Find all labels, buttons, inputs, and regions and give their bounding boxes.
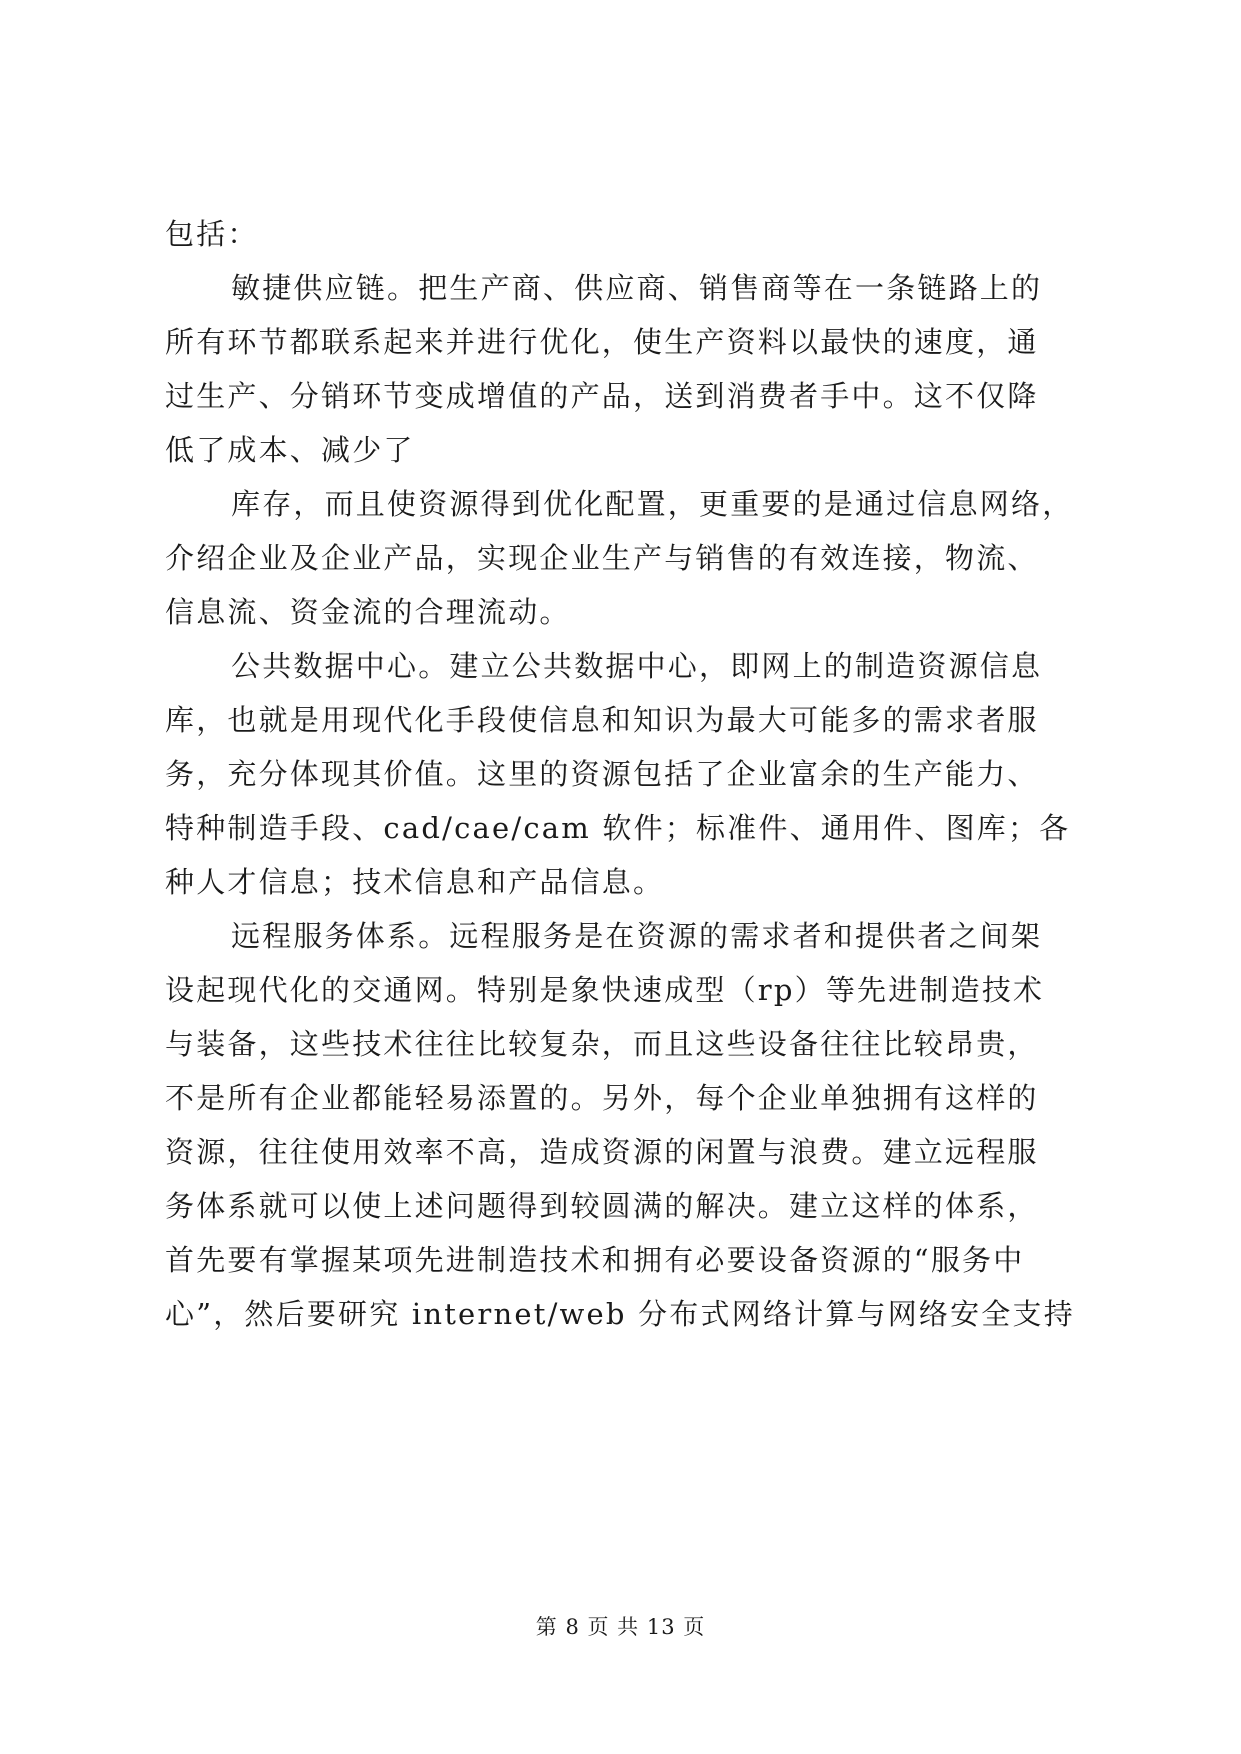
text-line: 种人才信息；技术信息和产品信息。	[165, 865, 665, 899]
text-line: 特种制造手段、cad/cae/cam 软件；标准件、通用件、图库；各	[165, 811, 1071, 845]
text-line: 介绍企业及企业产品，实现企业生产与销售的有效连接，物流、	[165, 541, 1039, 575]
text-line: 信息流、资金流的合理流动。	[165, 595, 571, 629]
text-line: 与装备，这些技术往往比较复杂，而且这些设备往往比较昂贵，	[165, 1027, 1039, 1061]
text-line: 设起现代化的交通网。特别是象快速成型（rp）等先进制造技术	[165, 973, 1045, 1007]
text-line: 库，也就是用现代化手段使信息和知识为最大可能多的需求者服	[165, 703, 1039, 737]
text-line: 过生产、分销环节变成增值的产品，送到消费者手中。这不仅降	[165, 379, 1039, 413]
text-line: 低了成本、减少了	[165, 433, 415, 467]
page-number-footer: 第 8 页 共 13 页	[535, 1615, 706, 1639]
paragraph-first-line: 库存，而且使资源得到优化配置，更重要的是通过信息网络，	[231, 487, 1074, 521]
text-line: 首先要有掌握某项先进制造技术和拥有必要设备资源的“服务中	[165, 1243, 1025, 1277]
paragraph-first-line: 远程服务体系。远程服务是在资源的需求者和提供者之间架	[231, 919, 1043, 953]
text-line: 所有环节都联系起来并进行优化，使生产资料以最快的速度，通	[165, 325, 1039, 359]
text-line: 务，充分体现其价值。这里的资源包括了企业富余的生产能力、	[165, 757, 1039, 791]
text-line: 包括：	[165, 217, 259, 251]
paragraph-first-line: 公共数据中心。建立公共数据中心，即网上的制造资源信息	[231, 649, 1043, 683]
text-line: 心”，然后要研究 internet/web 分布式网络计算与网络安全支持	[165, 1297, 1075, 1331]
text-line: 不是所有企业都能轻易添置的。另外，每个企业单独拥有这样的	[165, 1081, 1039, 1115]
text-line: 资源，往往使用效率不高，造成资源的闲置与浪费。建立远程服	[165, 1135, 1039, 1169]
text-line: 务体系就可以使上述问题得到较圆满的解决。建立这样的体系，	[165, 1189, 1039, 1223]
paragraph-first-line: 敏捷供应链。把生产商、供应商、销售商等在一条链路上的	[231, 271, 1043, 305]
